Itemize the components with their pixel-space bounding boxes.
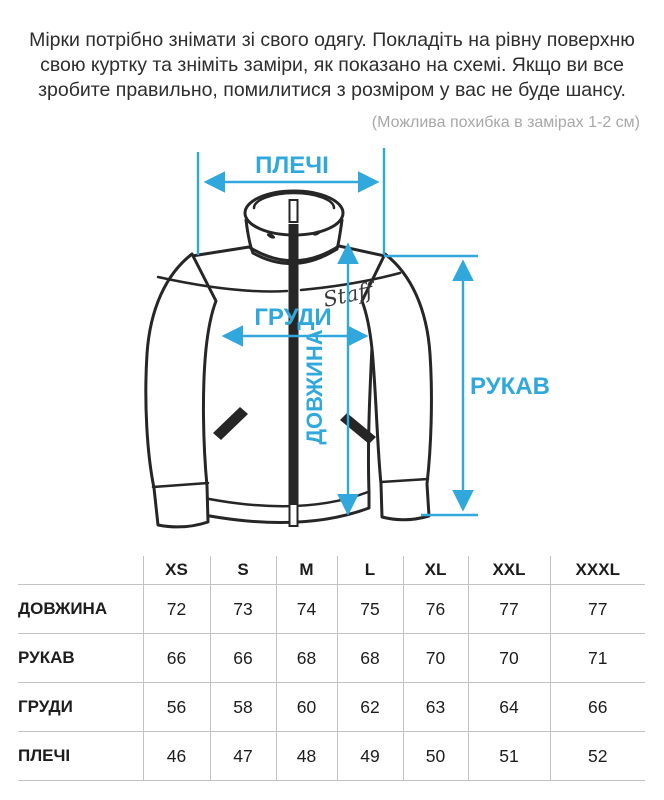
zipper-strip — [289, 224, 299, 504]
table-cell: 48 — [276, 732, 337, 781]
jacket-diagram-svg — [0, 144, 664, 554]
row-label: ГРУДИ — [18, 683, 143, 732]
column-header: XXXL — [550, 556, 645, 585]
table-cell: 64 — [468, 683, 550, 732]
table-cell: 68 — [337, 634, 403, 683]
column-header: S — [210, 556, 276, 585]
table-cell: 68 — [276, 634, 337, 683]
table-cell: 46 — [143, 732, 210, 781]
row-label: РУКАВ — [18, 634, 143, 683]
intro-line: свою куртку та зніміть заміри, як показано на схемі. Якщо ви все — [40, 54, 624, 76]
table-cell: 63 — [403, 683, 468, 732]
zipper-pull-bottom — [290, 504, 298, 526]
table-cell: 71 — [550, 634, 645, 683]
table-cell: 49 — [337, 732, 403, 781]
table-row-length — [18, 585, 645, 634]
intro-line: зробите правильно, помилитися з розміром у вас не буде шансу. — [38, 79, 626, 101]
zipper-pull-top — [290, 200, 298, 222]
table-cell: 62 — [337, 683, 403, 732]
table-cell: 58 — [210, 683, 276, 732]
column-header: XL — [403, 556, 468, 585]
brand-logo: Staff — [321, 277, 376, 312]
table-cell: 73 — [210, 585, 276, 634]
intro-line: Мірки потрібно знімати зі свого одягу. Покладіть на рівну поверхню — [29, 29, 635, 51]
table-cell: 70 — [403, 634, 468, 683]
column-header: XXL — [468, 556, 550, 585]
table-cell: 76 — [403, 585, 468, 634]
jacket-measurement-diagram — [0, 144, 664, 554]
sleeve-label: РУКАВ — [470, 373, 550, 400]
table-cell: 75 — [337, 585, 403, 634]
table-cell: 51 — [468, 732, 550, 781]
size-table-header-row — [18, 556, 645, 585]
table-cell: 52 — [550, 732, 645, 781]
tolerance-note: (Можлива похибка в замірах 1-2 см) — [371, 114, 640, 131]
table-cell: 66 — [550, 683, 645, 732]
row-label: ДОВЖИНА — [18, 585, 143, 634]
table-row-sleeve — [18, 634, 645, 683]
table-cell: 50 — [403, 732, 468, 781]
table-cell: 66 — [210, 634, 276, 683]
table-row-chest — [18, 683, 645, 732]
table-cell: 70 — [468, 634, 550, 683]
row-label: ПЛЕЧІ — [18, 732, 143, 781]
table-cell: 72 — [143, 585, 210, 634]
table-cell: 77 — [468, 585, 550, 634]
length-label: ДОВЖИНА — [302, 329, 327, 445]
table-cell: 77 — [550, 585, 645, 634]
table-row-shoulders — [18, 732, 645, 781]
column-header: M — [276, 556, 337, 585]
table-cell: 47 — [210, 732, 276, 781]
intro-paragraph — [0, 0, 664, 103]
shoulders-label: ПЛЕЧІ — [255, 152, 329, 179]
column-header: XS — [143, 556, 210, 585]
table-cell: 60 — [276, 683, 337, 732]
corner-cell — [18, 556, 143, 585]
size-table — [18, 556, 645, 781]
table-cell: 56 — [143, 683, 210, 732]
table-cell: 74 — [276, 585, 337, 634]
chest-label: ГРУДИ — [254, 304, 332, 331]
column-header: L — [337, 556, 403, 585]
table-cell: 66 — [143, 634, 210, 683]
